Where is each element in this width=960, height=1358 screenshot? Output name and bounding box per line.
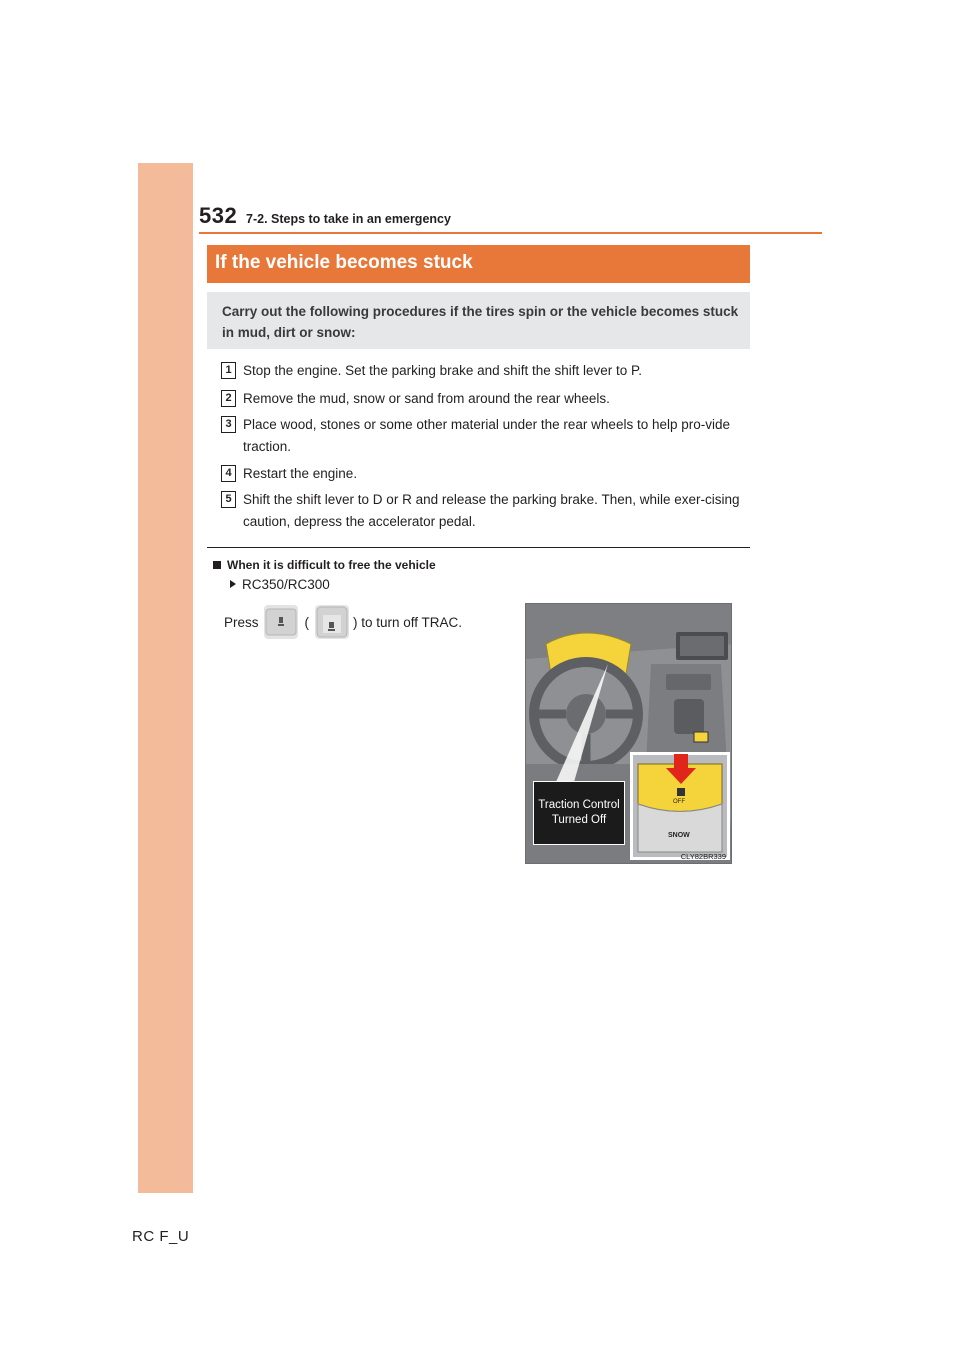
heading-text: If the vehicle becomes stuck	[215, 252, 473, 273]
press-instruction	[224, 604, 462, 640]
triangle-bullet-icon	[230, 580, 236, 588]
press-label: Press	[224, 614, 259, 630]
section-divider	[207, 547, 750, 548]
intro-text: Carry out the following procedures if the tires spin or the vehicle becomes stuck in mud, dirt or snow:	[222, 304, 739, 340]
traction-control-label	[533, 781, 625, 845]
vsc-off-button-icon	[264, 605, 298, 639]
side-band	[138, 163, 193, 1193]
step-number: 1	[221, 362, 236, 379]
note-title-text: When it is difficult to free the vehicle	[227, 558, 436, 572]
dashboard-figure	[525, 603, 732, 864]
header-rule	[199, 232, 822, 234]
step-text: Place wood, stones or some other material under the rear wheels to help pro-vide traction.	[243, 417, 731, 454]
snow-button-label: SNOW	[668, 832, 690, 839]
step-number: 3	[221, 416, 236, 433]
page-number: 532	[199, 203, 238, 228]
step-number: 4	[221, 465, 236, 482]
note-title	[213, 558, 436, 572]
step-text: Restart the engine.	[243, 466, 358, 481]
press-after: ) to turn off TRAC.	[353, 614, 463, 630]
heading-bar	[207, 245, 750, 283]
paren-open: (	[304, 614, 310, 630]
step-number: 5	[221, 491, 236, 508]
model-line	[230, 577, 330, 592]
vsc-off-alt-button-icon	[315, 605, 349, 639]
footer-model-code: RC F_U	[132, 1228, 190, 1245]
section-title: 7-2. Steps to take in an emergency	[246, 212, 451, 226]
step-number: 2	[221, 390, 236, 407]
square-bullet-icon	[213, 561, 221, 569]
step-text: Shift the shift lever to D or R and release the parking brake. Then, while exer-cising caution, depress the accelerator pedal.	[243, 492, 740, 529]
traction-control-text: Traction Control Turned Off	[538, 799, 620, 826]
step-text: Stop the engine. Set the parking brake and shift the shift lever to P.	[243, 363, 643, 378]
model-text: RC350/RC300	[242, 577, 330, 592]
off-button-label: OFF	[673, 799, 685, 805]
intro-box	[207, 292, 750, 349]
step-text: Remove the mud, snow or sand from around the rear wheels.	[243, 391, 610, 406]
figure-code: CLY82BR339	[680, 852, 726, 861]
